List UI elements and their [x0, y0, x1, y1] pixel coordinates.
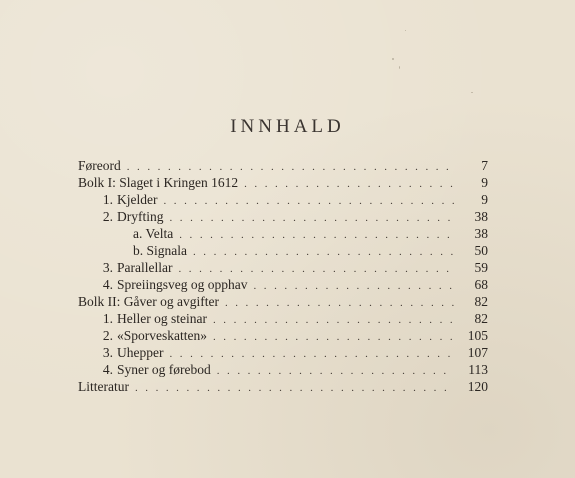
paper-speck	[399, 66, 400, 69]
toc-entry	[78, 259, 488, 276]
toc-entry	[78, 174, 488, 191]
toc-entry-text: Bolk II: Gåver og avgifter	[78, 294, 219, 309]
toc-entry-label	[78, 174, 244, 191]
toc-entry	[78, 225, 488, 242]
toc-entry-page-number: 120	[467, 379, 488, 394]
toc-entry-number: 2.	[102, 209, 113, 224]
toc-entry-text: Bolk I: Slaget i Kringen 1612	[78, 175, 239, 190]
toc-entry-label	[78, 225, 179, 242]
toc-entry-number: 4.	[102, 362, 113, 377]
toc-entry	[78, 361, 488, 378]
toc-entry-label	[78, 259, 178, 276]
toc-entry-text: Heller og steinar	[117, 311, 207, 326]
toc-entry-number: 1.	[102, 192, 113, 207]
toc-entry-number: 2.	[102, 328, 113, 343]
toc-entry-label	[78, 327, 213, 344]
toc-entry-number: 3.	[102, 345, 113, 360]
dot-leader	[135, 380, 454, 397]
toc-entry-page-number: 7	[481, 158, 488, 173]
table-of-contents	[78, 157, 488, 395]
toc-entry	[78, 208, 488, 225]
toc-entry-page-number: 38	[474, 226, 488, 241]
toc-entry-label	[78, 344, 169, 361]
toc-entry-page-number: 82	[474, 294, 488, 309]
toc-entry-text: Kjelder	[117, 192, 158, 207]
toc-entry-text: Uhepper	[117, 345, 164, 360]
toc-entry-page-number: 82	[474, 311, 488, 326]
toc-entry	[78, 242, 488, 259]
toc-entry-label	[78, 242, 193, 259]
toc-entry-label	[78, 208, 170, 225]
toc-entry-page-number: 9	[481, 192, 488, 207]
toc-entry	[78, 327, 488, 344]
toc-entry-text: b. Signala	[133, 243, 187, 258]
paper-speck	[405, 30, 406, 31]
toc-entry-page-number: 113	[468, 362, 488, 377]
toc-entry	[78, 310, 488, 327]
toc-entry-label	[78, 191, 163, 208]
toc-entry-label	[78, 293, 225, 310]
toc-entry-text: Føreord	[78, 158, 121, 173]
toc-entry-page-number: 59	[474, 260, 488, 275]
toc-entry	[78, 344, 488, 361]
toc-entry-label	[78, 157, 127, 174]
toc-entry-text: a. Velta	[133, 226, 174, 241]
toc-entry-text: Litteratur	[78, 379, 129, 394]
toc-entry-number: 3.	[102, 260, 113, 275]
toc-entry-page-number: 105	[467, 328, 488, 343]
toc-entry-text: Parallellar	[117, 260, 173, 275]
toc-entry-label	[78, 276, 254, 293]
toc-entry	[78, 293, 488, 310]
page-title: INNHALD	[230, 116, 345, 137]
toc-entry-label	[78, 310, 213, 327]
toc-entry	[78, 276, 488, 293]
toc-entry-text: Dryfting	[117, 209, 164, 224]
toc-entry-label	[78, 361, 217, 378]
paper-speck	[471, 92, 473, 93]
toc-entry	[78, 157, 488, 174]
toc-entry-label	[78, 378, 135, 395]
toc-entry-number: 4.	[102, 277, 113, 292]
toc-entry-number: 1.	[102, 311, 113, 326]
paper-speck	[392, 58, 394, 60]
toc-entry-page-number: 68	[474, 277, 488, 292]
toc-entry-text: «Sporveskatten»	[117, 328, 207, 343]
toc-entry	[78, 378, 488, 395]
toc-entry-page-number: 107	[467, 345, 488, 360]
toc-entry-text: Spreiingsveg og opphav	[117, 277, 248, 292]
toc-entry-page-number: 50	[474, 243, 488, 258]
toc-entry	[78, 191, 488, 208]
toc-entry-text: Syner og førebod	[117, 362, 211, 377]
toc-entry-page-number: 38	[474, 209, 488, 224]
toc-entry-page-number: 9	[481, 175, 488, 190]
